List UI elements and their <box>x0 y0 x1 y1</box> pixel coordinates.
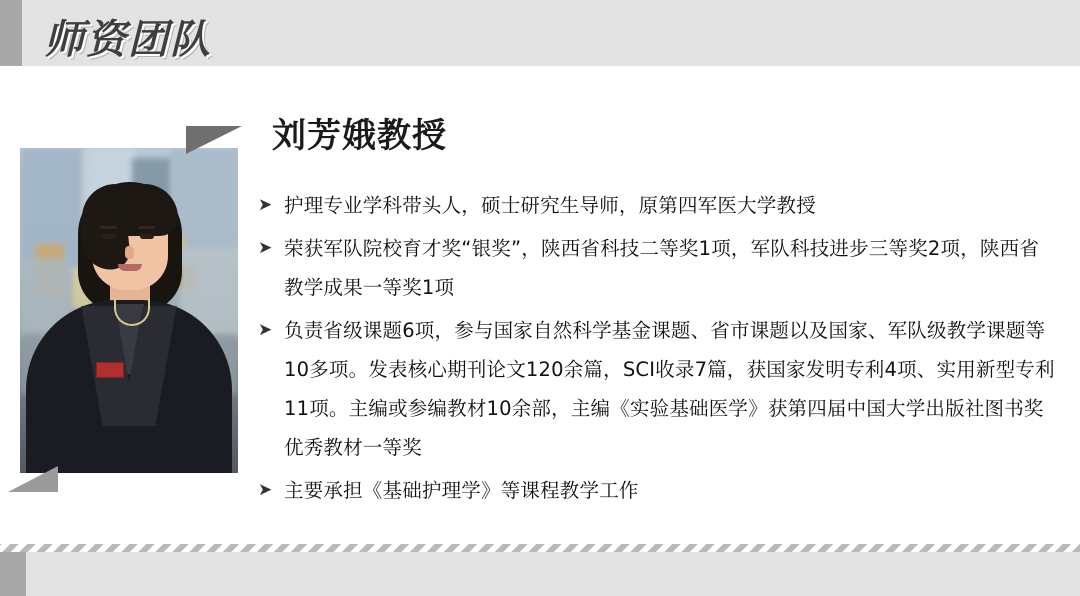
person-eye-left <box>102 234 116 239</box>
list-item-text: 护理专业学科带头人，硕士研究生导师，原第四军医大学教授 <box>284 194 816 217</box>
photo-image <box>20 148 238 473</box>
bullet-arrow-icon: ➤ <box>258 195 273 215</box>
person-badge <box>96 362 124 378</box>
footer-band <box>0 552 1080 596</box>
bullet-arrow-icon: ➤ <box>258 238 273 258</box>
bullet-arrow-icon: ➤ <box>258 320 273 340</box>
person-eyebrow-left <box>100 226 117 229</box>
page-title: 师资团队 <box>44 17 212 63</box>
list-item <box>258 471 1058 510</box>
list-item-text: 主要承担《基础护理学》等课程教学工作 <box>284 479 639 502</box>
bullet-arrow-icon: ➤ <box>258 480 273 500</box>
photo-corner-decoration-top-right <box>186 126 242 154</box>
person-eye-right <box>140 234 154 239</box>
list-item-text: 负责省级课题6项，参与国家自然科学基金课题、省市课题以及国家、军队级教学课题等10多项。发表核心期刊论文120余篇，SCI收录7篇，获国家发明专利4项、实用新型专利11项。主编或参编教材10余部，主编《实验基础医学》获第四届中国大学出版社图书奖优秀教材一等奖 <box>284 319 1055 459</box>
header-band <box>0 0 1080 66</box>
person-mouth <box>118 264 142 271</box>
instructor-photo <box>20 148 238 473</box>
list-item <box>258 186 1058 225</box>
photo-corner-decoration-bottom-left <box>8 466 58 492</box>
instructor-name: 刘芳娥教授 <box>272 116 447 156</box>
list-item <box>258 229 1058 307</box>
footer-hatch-divider <box>0 544 1080 552</box>
footer-accent-bar <box>0 552 26 596</box>
person-eyebrow-right <box>138 226 155 229</box>
person-nose <box>125 246 134 259</box>
bio-bullet-list <box>258 186 1058 514</box>
list-item <box>258 311 1058 467</box>
list-item-text: 荣获军队院校育才奖“银奖”，陕西省科技二等奖1项，军队科技进步三等奖2项，陕西省教学成果一等奖1项 <box>284 237 1040 299</box>
header-accent-bar <box>0 0 22 66</box>
